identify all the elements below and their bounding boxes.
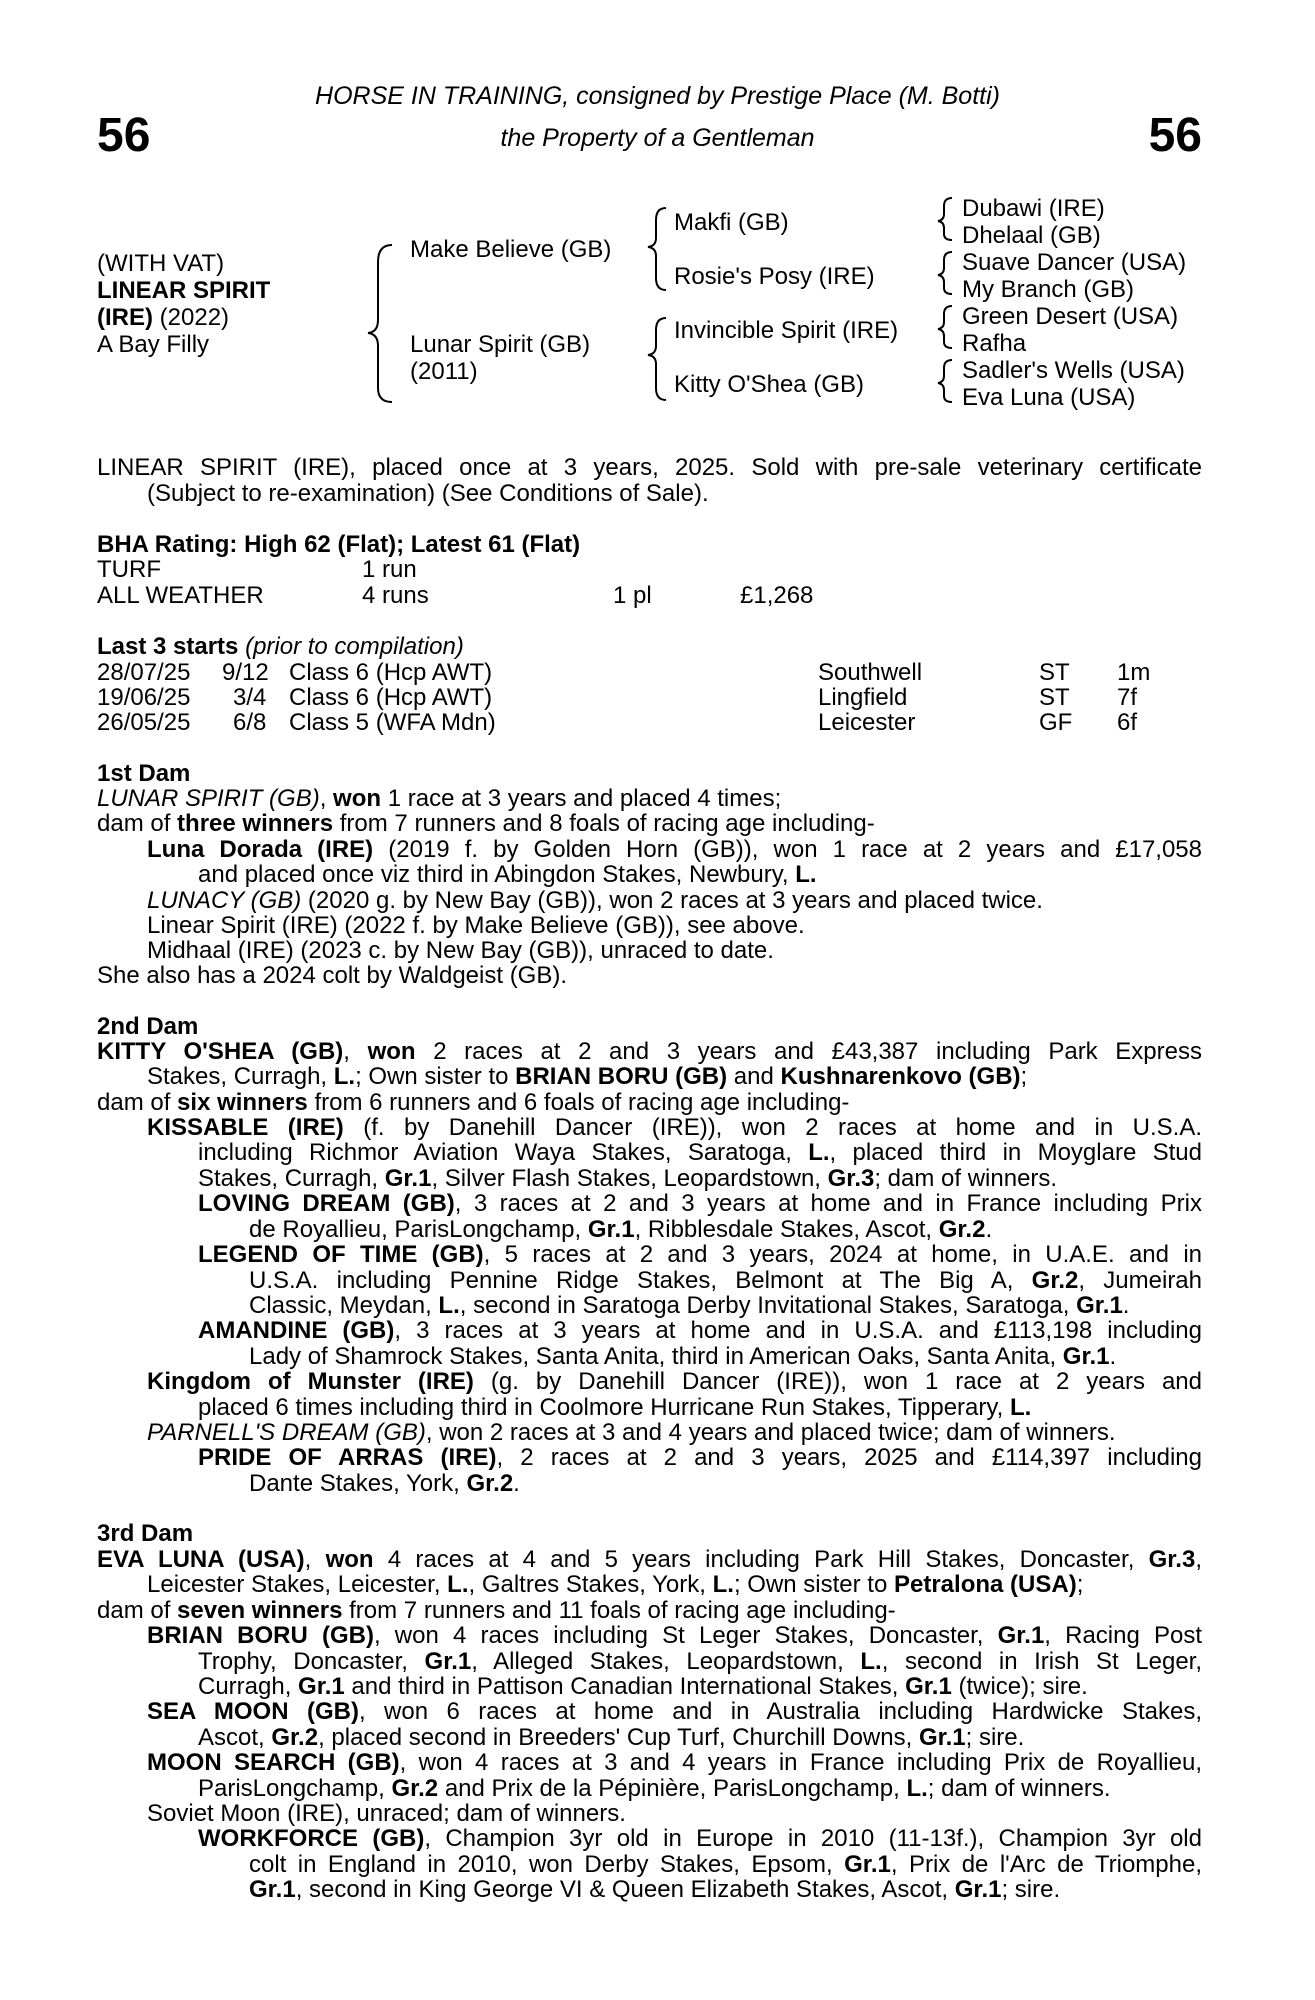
text-span: de Royallieu, ParisLongchamp, — [249, 1216, 588, 1243]
start-course: Southwell — [818, 659, 923, 686]
text-span: Gr.1 — [997, 1622, 1045, 1649]
dam-line — [198, 1725, 1202, 1751]
text-span: and placed once viz third in Abingdon Stakes, Newbury, — [198, 861, 796, 888]
gs2-brace — [938, 252, 952, 294]
text-span: PRIDE OF ARRAS (IRE) — [198, 1444, 497, 1471]
text-span: 2 races at 2 and 3 years and £43,387 including Park Express — [415, 1038, 1202, 1065]
dam-line — [147, 888, 1202, 914]
horse-origin: (IRE) — [97, 304, 153, 331]
text-span: ; Own sister to — [733, 1571, 894, 1598]
bha-rating: BHA Rating: High 62 (Flat); Latest 61 (Flat) — [97, 531, 581, 558]
text-span: Gr.2 — [938, 1216, 986, 1243]
text-span: , placed second in Breeders' Cup Turf, Churchill Downs, — [318, 1724, 919, 1751]
text-span: dam of — [97, 1597, 178, 1624]
grandsire-1: Makfi (GB) — [674, 209, 789, 236]
text-span: Ascot, — [198, 1724, 272, 1751]
text-span: Dante Stakes, York, — [249, 1470, 467, 1497]
text-span: LOVING DREAM (GB) — [198, 1190, 455, 1217]
dam-line — [147, 1572, 1202, 1598]
text-span: Kingdom of Munster (IRE) — [147, 1368, 474, 1395]
text-span: BRIAN BORU (GB) — [515, 1063, 728, 1090]
grandsire-2: Rosie's Posy (IRE) — [674, 263, 875, 290]
dam-line — [147, 837, 1202, 863]
text-span: EVA LUNA (USA) — [97, 1546, 305, 1573]
text-span: seven winners — [177, 1597, 343, 1624]
dam-line — [97, 1090, 1202, 1116]
start-course: Leicester — [818, 709, 916, 736]
dam-line — [147, 1369, 1202, 1395]
text-span: L. — [860, 1648, 882, 1675]
second-dam-heading: 2nd Dam — [97, 1013, 199, 1040]
dam-line — [198, 1166, 1202, 1192]
dam-line: She also has a 2024 colt by Waldgeist (GB). — [97, 962, 568, 989]
dam-line: Linear Spirit (IRE) (2022 f. by Make Believe (GB)), see above. — [147, 912, 805, 939]
page-subtitle: the Property of a Gentleman — [500, 124, 815, 152]
dam-line — [97, 786, 1202, 812]
dam-line — [97, 1547, 1202, 1573]
text-span: Gr.1 — [905, 1673, 952, 1700]
start-race: Class 6 (Hcp AWT) — [289, 659, 493, 686]
text-span: (2020 g. by New Bay (GB)), won 2 races at 3 years and placed twice. — [301, 887, 1043, 914]
intro-line: (Subject to re-examination) (See Conditions of Sale). — [147, 480, 709, 507]
vat-note: (WITH VAT) — [97, 250, 225, 277]
main-brace — [368, 245, 392, 402]
start-going: ST — [1039, 659, 1070, 686]
text-span: Gr.2 — [271, 1724, 319, 1751]
text-span: ; Own sister to — [355, 1063, 516, 1090]
text-span: Petralona (USA) — [893, 1571, 1077, 1598]
text-span: . — [985, 1216, 993, 1243]
dam-line — [147, 1750, 1202, 1776]
lot-number-left: 56 — [97, 109, 151, 162]
text-span: Gr.1 — [384, 1165, 432, 1192]
text-span: Gr.2 — [391, 1775, 439, 1802]
turf-runs: 1 run — [362, 556, 417, 583]
start-going: GF — [1039, 709, 1073, 736]
dam-line — [249, 1852, 1202, 1878]
dam: Lunar Spirit (GB) — [410, 331, 591, 358]
aw-runs: 4 runs — [362, 582, 429, 609]
dam-line — [198, 1826, 1202, 1852]
last-starts-note: (prior to compilation) — [245, 633, 464, 660]
text-span: WORKFORCE (GB) — [198, 1825, 425, 1852]
text-span: , 2 races at 2 and 3 years, 2025 and £114,397 including — [496, 1444, 1202, 1471]
text-span: LUNACY (GB) — [147, 887, 302, 914]
gs4-brace — [938, 360, 952, 402]
gs1-brace — [938, 198, 952, 240]
dam-line — [198, 1649, 1202, 1675]
text-span: , — [319, 785, 334, 812]
dam-year: (2011) — [410, 358, 478, 385]
intro-line: LINEAR SPIRIT (IRE), placed once at 3 years, 2025. Sold with pre-sale veterinary certificate — [97, 454, 1202, 481]
dam-line — [147, 1699, 1202, 1725]
gs3-brace — [938, 306, 952, 348]
text-span: won — [325, 1546, 374, 1573]
dam-line — [249, 1268, 1202, 1294]
text-span: , 3 races at 2 and 3 years at home and in France including Prix — [454, 1190, 1202, 1217]
ggs-8: Eva Luna (USA) — [962, 384, 1136, 411]
text-span: , won 2 races at 3 and 4 years and placed twice; dam of winners. — [425, 1419, 1116, 1446]
dam-line — [198, 1445, 1202, 1471]
text-span: Gr.1 — [918, 1724, 966, 1751]
text-span: ; dam of winners. — [874, 1165, 1058, 1192]
ggs-2: Dhelaal (GB) — [962, 222, 1101, 249]
text-span: Gr.1 — [424, 1648, 472, 1675]
text-span: BRIAN BORU (GB) — [147, 1622, 374, 1649]
text-span: Stakes, Curragh, — [147, 1063, 334, 1090]
horse-name: LINEAR SPIRIT — [97, 277, 271, 304]
text-span: ; — [1076, 1571, 1084, 1598]
horse-description: A Bay Filly — [97, 331, 210, 358]
start-distance: 7f — [1117, 684, 1138, 711]
text-span: , won 6 races at home and in Australia including Hardwicke Stakes, — [358, 1698, 1202, 1725]
text-span: (f. by Danehill Dancer (IRE)), won 2 races at home and in U.S.A. — [343, 1114, 1202, 1141]
text-span: ; — [1020, 1063, 1028, 1090]
text-span: , second in King George VI & Queen Elizabeth Stakes, Ascot, — [295, 1876, 955, 1903]
text-span: dam of — [97, 1089, 178, 1116]
text-span: , won 4 races including St Leger Stakes, Doncaster, — [373, 1622, 998, 1649]
ggs-6: Rafha — [962, 330, 1027, 357]
grandsire-3: Invincible Spirit (IRE) — [674, 317, 899, 344]
text-span: from 7 runners and 11 foals of racing age including- — [342, 1597, 896, 1624]
text-span: Gr.1 — [1076, 1292, 1123, 1319]
text-span: L. — [447, 1571, 469, 1598]
text-span: three winners — [177, 810, 334, 837]
text-span: , second in Irish St Leger, — [881, 1648, 1202, 1675]
text-span: , Prix de l'Arc de Triomphe, — [890, 1851, 1202, 1878]
text-span: . — [1122, 1292, 1130, 1319]
text-span: 1 race at 3 years and placed 4 times; — [381, 785, 782, 812]
dam-line — [198, 1776, 1202, 1802]
start-course: Lingfield — [818, 684, 908, 711]
text-span: , Champion 3yr old in Europe in 2010 (11-13f.), Champion 3yr old — [424, 1825, 1202, 1852]
text-span: ; dam of winners. — [927, 1775, 1111, 1802]
text-span: Gr.1 — [954, 1876, 1002, 1903]
aw-placed: 1 pl — [613, 582, 652, 609]
text-span: L. — [333, 1063, 356, 1090]
text-span: won — [333, 785, 382, 812]
start-distance: 1m — [1117, 659, 1151, 686]
text-span: Lady of Shamrock Stakes, Santa Anita, third in American Oaks, Santa Anita, — [249, 1343, 1063, 1370]
ggs-7: Sadler's Wells (USA) — [962, 357, 1185, 384]
text-span: , won 4 races at 3 and 4 years in France including Prix de Royallieu, — [399, 1749, 1202, 1776]
text-span: Leicester Stakes, Leicester, — [147, 1571, 448, 1598]
dam-line — [198, 1191, 1202, 1217]
text-span: . — [513, 1470, 520, 1497]
text-span: , 3 races at 3 years at home and in U.S.A. and £113,198 including — [394, 1317, 1202, 1344]
aw-earnings: £1,268 — [740, 582, 814, 609]
last-starts-title: Last 3 starts — [97, 633, 239, 660]
start-going: ST — [1039, 684, 1070, 711]
text-span: U.S.A. including Pennine Ridge Stakes, Belmont at The Big A, — [249, 1267, 1032, 1294]
text-span: . — [1109, 1343, 1117, 1370]
text-span: , Alleged Stakes, Leopardstown, — [471, 1648, 861, 1675]
dam-line — [147, 1623, 1202, 1649]
text-span: 4 races at 4 and 5 years including Park Hill Stakes, Doncaster, — [373, 1546, 1149, 1573]
dam-line — [147, 1420, 1202, 1446]
text-span: , Ribblesdale Stakes, Ascot, — [634, 1216, 939, 1243]
text-span: dam of — [97, 810, 178, 837]
text-span: , placed third in Moyglare Stud — [829, 1139, 1202, 1166]
horse-year: (2022) — [159, 304, 230, 331]
dam-line — [249, 1293, 1202, 1319]
text-span: including Richmor Aviation Waya Stakes, Saratoga, — [198, 1139, 809, 1166]
text-span: Gr.1 — [249, 1876, 296, 1903]
text-span: Gr.1 — [298, 1673, 345, 1700]
text-span: , Racing Post — [1044, 1622, 1202, 1649]
text-span: Trophy, Doncaster, — [198, 1648, 425, 1675]
text-span: placed 6 times including third in Coolmore Hurricane Run Stakes, Tipperary, — [198, 1394, 1010, 1421]
dam-line — [249, 1217, 1202, 1243]
dam-line: Soviet Moon (IRE), unraced; dam of winners. — [147, 1800, 626, 1827]
text-span: , — [304, 1546, 326, 1573]
text-span: MOON SEARCH (GB) — [147, 1749, 400, 1776]
text-span: Luna Dorada (IRE) — [147, 836, 374, 863]
ggs-4: My Branch (GB) — [962, 276, 1135, 303]
text-span: from 6 runners and 6 foals of racing age including- — [307, 1089, 850, 1116]
turf-label: TURF — [97, 556, 161, 583]
text-span: , second in Saratoga Derby Invitational Stakes, Saratoga, — [459, 1292, 1077, 1319]
text-span: KITTY O'SHEA (GB) — [97, 1038, 344, 1065]
third-dam-heading: 3rd Dam — [97, 1520, 194, 1547]
text-span: Curragh, — [198, 1673, 299, 1700]
lot-number-right: 56 — [1148, 109, 1202, 162]
text-span: colt in England in 2010, won Derby Stakes, Epsom, — [249, 1851, 845, 1878]
text-span: Kushnarenkovo (GB) — [780, 1063, 1021, 1090]
text-span: , Silver Flash Stakes, Leopardstown, — [431, 1165, 828, 1192]
text-span: L. — [712, 1571, 734, 1598]
text-span: won — [367, 1038, 416, 1065]
text-span: LEGEND OF TIME (GB) — [198, 1241, 484, 1268]
start-date: 26/05/25 — [97, 709, 191, 736]
dam-brace — [648, 318, 666, 400]
dam-line — [249, 1344, 1202, 1370]
start-position: 3/4 — [233, 684, 267, 711]
text-span: Gr.2 — [466, 1470, 514, 1497]
dam-line — [198, 1242, 1202, 1268]
ggs-3: Suave Dancer (USA) — [962, 249, 1187, 276]
start-position: 6/8 — [233, 709, 267, 736]
sire-brace — [648, 208, 666, 290]
text-span: (twice); sire. — [951, 1673, 1088, 1700]
text-span: L. — [1009, 1394, 1032, 1421]
text-span: (2019 f. by Golden Horn (GB)), won 1 race at 2 years and £17,058 — [373, 836, 1202, 863]
dam-line — [198, 1395, 1202, 1421]
text-span: , 5 races at 2 and 3 years, 2024 at home, in U.A.E. and in — [483, 1241, 1202, 1268]
start-position: 9/12 — [222, 659, 269, 686]
text-span: L. — [808, 1139, 830, 1166]
dam-line — [147, 1115, 1202, 1141]
text-span: , Jumeirah — [1078, 1267, 1203, 1294]
dam-line — [249, 1471, 1202, 1497]
grandsire-4: Kitty O'Shea (GB) — [674, 371, 864, 398]
sire: Make Believe (GB) — [410, 236, 612, 263]
text-span: from 7 runners and 8 foals of racing age including- — [333, 810, 875, 837]
first-dam-heading: 1st Dam — [97, 760, 191, 787]
start-race: Class 6 (Hcp AWT) — [289, 684, 493, 711]
dam-line — [97, 811, 1202, 837]
start-date: 19/06/25 — [97, 684, 191, 711]
start-date: 28/07/25 — [97, 659, 191, 686]
text-span: , — [343, 1038, 368, 1065]
aw-label: ALL WEATHER — [97, 582, 264, 609]
text-span: six winners — [177, 1089, 308, 1116]
text-span: and Prix de la Pépinière, ParisLongchamp, — [438, 1775, 907, 1802]
dam-line — [97, 1039, 1202, 1065]
text-span: ; sire. — [965, 1724, 1025, 1751]
page-title: HORSE IN TRAINING, consigned by Prestige Place (M. Botti) — [315, 82, 1000, 110]
start-distance: 6f — [1117, 709, 1138, 736]
start-race: Class 5 (WFA Mdn) — [289, 709, 496, 736]
text-span: KISSABLE (IRE) — [147, 1114, 344, 1141]
text-span: L. — [438, 1292, 460, 1319]
text-span: Gr.2 — [1031, 1267, 1079, 1294]
text-span: L. — [906, 1775, 928, 1802]
text-span: SEA MOON (GB) — [147, 1698, 359, 1725]
text-span: ParisLongchamp, — [198, 1775, 392, 1802]
text-span: L. — [795, 861, 817, 888]
text-span: PARNELL'S DREAM (GB) — [147, 1419, 426, 1446]
text-span: Gr.1 — [844, 1851, 891, 1878]
text-span: and third in Pattison Canadian International Stakes, — [344, 1673, 906, 1700]
text-span: Stakes, Curragh, — [198, 1165, 385, 1192]
last-starts-heading — [97, 634, 464, 660]
dam-line — [198, 1318, 1202, 1344]
ggs-5: Green Desert (USA) — [962, 303, 1179, 330]
text-span: Gr.3 — [827, 1165, 875, 1192]
dam-line — [249, 1877, 1202, 1903]
text-span: Gr.1 — [1062, 1343, 1110, 1370]
dam-line — [198, 1140, 1202, 1166]
text-span: Gr.3 — [1148, 1546, 1196, 1573]
ggs-1: Dubawi (IRE) — [962, 195, 1105, 222]
text-span: LUNAR SPIRIT (GB) — [97, 785, 320, 812]
text-span: Classic, Meydan, — [249, 1292, 439, 1319]
dam-line — [147, 1064, 1202, 1090]
text-span: , Galtres Stakes, York, — [468, 1571, 713, 1598]
text-span: AMANDINE (GB) — [198, 1317, 395, 1344]
dam-line — [198, 1674, 1202, 1700]
text-span: (g. by Danehill Dancer (IRE)), won 1 race at 2 years and — [473, 1368, 1202, 1395]
dam-line — [198, 862, 1202, 888]
dam-line: Midhaal (IRE) (2023 c. by New Bay (GB)), unraced to date. — [147, 937, 774, 964]
text-span: ; sire. — [1001, 1876, 1061, 1903]
text-span: , — [1195, 1546, 1202, 1573]
text-span: Gr.1 — [587, 1216, 635, 1243]
dam-line — [97, 1598, 1202, 1624]
text-span: and — [727, 1063, 781, 1090]
